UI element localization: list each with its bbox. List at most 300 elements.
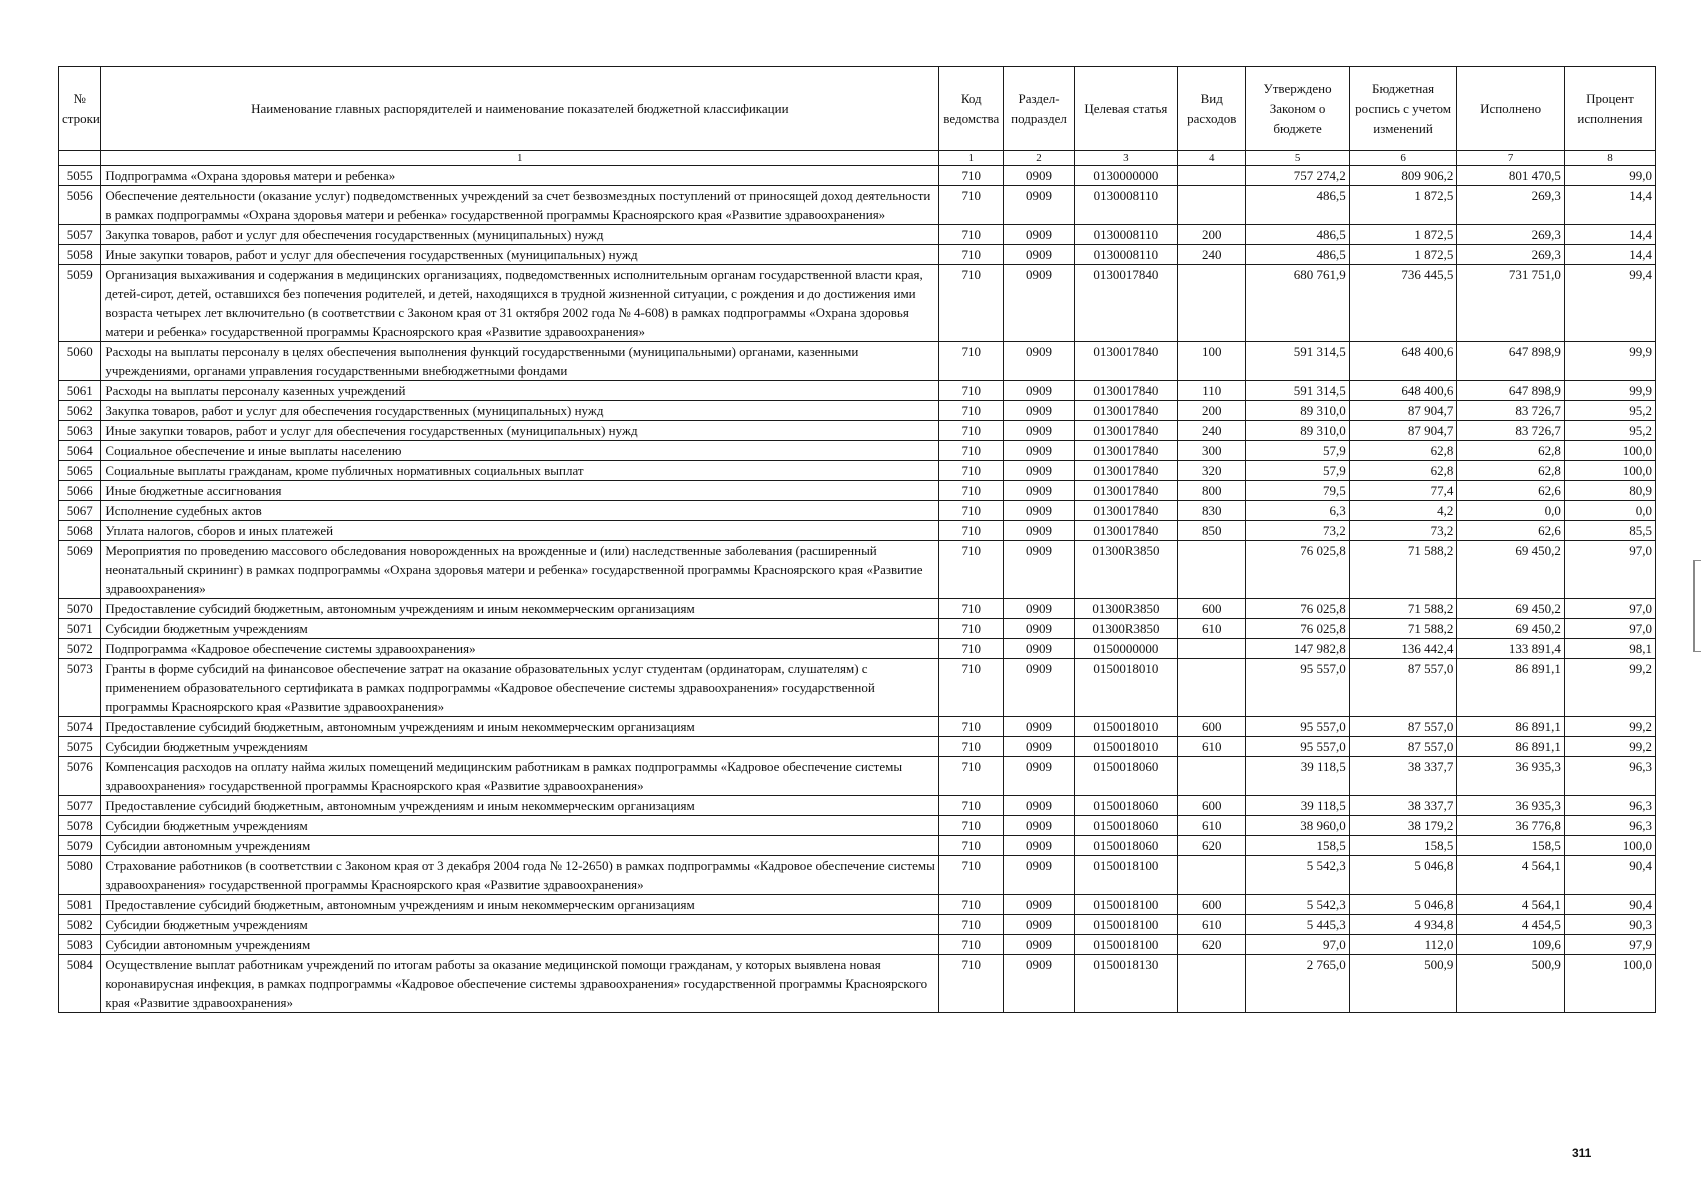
row-schedule: 5 046,8 — [1349, 895, 1457, 915]
row-approved: 486,5 — [1246, 186, 1349, 225]
row-approved: 591 314,5 — [1246, 342, 1349, 381]
row-dept-code: 710 — [939, 796, 1004, 816]
row-section: 0909 — [1004, 166, 1074, 186]
row-number: 5056 — [59, 186, 101, 225]
row-executed: 36 935,3 — [1457, 757, 1565, 796]
row-dept-code: 710 — [939, 639, 1004, 659]
row-approved: 73,2 — [1246, 521, 1349, 541]
row-schedule: 4 934,8 — [1349, 915, 1457, 935]
table-row — [59, 186, 1656, 225]
row-percent: 14,4 — [1564, 245, 1655, 265]
row-number: 5072 — [59, 639, 101, 659]
row-approved: 79,5 — [1246, 481, 1349, 501]
row-target: 0130017840 — [1074, 501, 1177, 521]
row-number: 5082 — [59, 915, 101, 935]
row-section: 0909 — [1004, 521, 1074, 541]
header-row-no: № строки — [59, 67, 101, 151]
row-target: 0150018130 — [1074, 955, 1177, 1013]
row-schedule: 648 400,6 — [1349, 342, 1457, 381]
row-approved: 57,9 — [1246, 461, 1349, 481]
row-name: Гранты в форме субсидий на финансовое обеспечение затрат на оказание образовательных услуг студентам (ординаторам, слушателям) с применением образовательного сертификата в рамках подпрограммы «Кадровое обеспечение системы здравоохранения» государственной программы Красноярского края «Развитие здравоохранения» — [101, 659, 939, 717]
row-target: 0150018100 — [1074, 895, 1177, 915]
row-percent: 99,4 — [1564, 265, 1655, 342]
row-number: 5084 — [59, 955, 101, 1013]
row-number: 5069 — [59, 541, 101, 599]
row-target: 0130000000 — [1074, 166, 1177, 186]
table-row — [59, 895, 1656, 915]
row-section: 0909 — [1004, 461, 1074, 481]
header-name: Наименование главных распорядителей и наименование показателей бюджетной классификации — [101, 67, 939, 151]
row-exp-type: 600 — [1178, 717, 1246, 737]
row-dept-code: 710 — [939, 441, 1004, 461]
header-exp-type: Вид расходов — [1178, 67, 1246, 151]
row-executed: 4 564,1 — [1457, 895, 1565, 915]
row-number: 5083 — [59, 935, 101, 955]
row-name: Субсидии бюджетным учреждениям — [101, 737, 939, 757]
table-header — [59, 67, 1656, 166]
row-exp-type: 600 — [1178, 895, 1246, 915]
row-percent: 14,4 — [1564, 225, 1655, 245]
row-executed: 36 935,3 — [1457, 796, 1565, 816]
row-exp-type: 800 — [1178, 481, 1246, 501]
row-percent: 90,4 — [1564, 856, 1655, 895]
row-target: 0150018100 — [1074, 935, 1177, 955]
row-exp-type — [1178, 639, 1246, 659]
row-exp-type: 240 — [1178, 245, 1246, 265]
row-number: 5060 — [59, 342, 101, 381]
row-target: 0130017840 — [1074, 421, 1177, 441]
row-schedule: 87 904,7 — [1349, 401, 1457, 421]
column-number: 2 — [1004, 151, 1074, 166]
column-number: 6 — [1349, 151, 1457, 166]
row-executed: 4 454,5 — [1457, 915, 1565, 935]
row-schedule: 500,9 — [1349, 955, 1457, 1013]
row-exp-type — [1178, 166, 1246, 186]
row-dept-code: 710 — [939, 836, 1004, 856]
row-number: 5062 — [59, 401, 101, 421]
row-number: 5081 — [59, 895, 101, 915]
row-executed: 158,5 — [1457, 836, 1565, 856]
row-exp-type: 610 — [1178, 737, 1246, 757]
row-dept-code: 710 — [939, 245, 1004, 265]
row-approved: 39 118,5 — [1246, 757, 1349, 796]
row-schedule: 38 179,2 — [1349, 816, 1457, 836]
row-name: Социальные выплаты гражданам, кроме публичных нормативных социальных выплат — [101, 461, 939, 481]
row-exp-type — [1178, 265, 1246, 342]
row-dept-code: 710 — [939, 541, 1004, 599]
page-number: 311 — [1572, 1146, 1592, 1160]
row-exp-type — [1178, 541, 1246, 599]
row-number: 5067 — [59, 501, 101, 521]
row-dept-code: 710 — [939, 225, 1004, 245]
table-row — [59, 265, 1656, 342]
row-executed: 69 450,2 — [1457, 541, 1565, 599]
row-name: Подпрограмма «Кадровое обеспечение системы здравоохранения» — [101, 639, 939, 659]
table-row — [59, 342, 1656, 381]
row-schedule: 736 445,5 — [1349, 265, 1457, 342]
row-section: 0909 — [1004, 895, 1074, 915]
row-number: 5068 — [59, 521, 101, 541]
row-percent: 100,0 — [1564, 461, 1655, 481]
row-dept-code: 710 — [939, 186, 1004, 225]
row-approved: 486,5 — [1246, 245, 1349, 265]
table-row — [59, 461, 1656, 481]
row-schedule: 158,5 — [1349, 836, 1457, 856]
row-approved: 95 557,0 — [1246, 737, 1349, 757]
row-schedule: 38 337,7 — [1349, 757, 1457, 796]
row-schedule: 62,8 — [1349, 461, 1457, 481]
scan-margin-mark — [1693, 560, 1701, 652]
row-number: 5058 — [59, 245, 101, 265]
row-approved: 6,3 — [1246, 501, 1349, 521]
row-executed: 109,6 — [1457, 935, 1565, 955]
row-dept-code: 710 — [939, 895, 1004, 915]
row-percent: 96,3 — [1564, 757, 1655, 796]
table-row — [59, 717, 1656, 737]
row-schedule: 87 557,0 — [1349, 717, 1457, 737]
row-schedule: 87 557,0 — [1349, 737, 1457, 757]
row-number: 5061 — [59, 381, 101, 401]
row-target: 0130017840 — [1074, 401, 1177, 421]
row-section: 0909 — [1004, 619, 1074, 639]
row-exp-type: 320 — [1178, 461, 1246, 481]
row-exp-type: 200 — [1178, 225, 1246, 245]
row-percent: 90,3 — [1564, 915, 1655, 935]
row-target: 0130008110 — [1074, 186, 1177, 225]
row-number: 5074 — [59, 717, 101, 737]
row-approved: 2 765,0 — [1246, 955, 1349, 1013]
row-target: 0150018100 — [1074, 856, 1177, 895]
row-approved: 5 542,3 — [1246, 895, 1349, 915]
table-body — [59, 166, 1656, 1013]
row-dept-code: 710 — [939, 265, 1004, 342]
row-target: 01300R3850 — [1074, 619, 1177, 639]
row-executed: 83 726,7 — [1457, 401, 1565, 421]
row-percent: 99,2 — [1564, 717, 1655, 737]
row-executed: 86 891,1 — [1457, 659, 1565, 717]
table-row — [59, 421, 1656, 441]
row-exp-type: 830 — [1178, 501, 1246, 521]
row-dept-code: 710 — [939, 461, 1004, 481]
row-dept-code: 710 — [939, 955, 1004, 1013]
row-name: Обеспечение деятельности (оказание услуг) подведомственных учреждений за счет безвозмездных поступлений от приносящей доход деятельности в рамках подпрограммы «Охрана здоровья матери и ребенка» государственной программы Красноярского края «Развитие здравоохранения» — [101, 186, 939, 225]
row-schedule: 87 904,7 — [1349, 421, 1457, 441]
row-executed: 62,6 — [1457, 521, 1565, 541]
row-section: 0909 — [1004, 639, 1074, 659]
row-executed: 62,8 — [1457, 461, 1565, 481]
row-exp-type: 610 — [1178, 915, 1246, 935]
row-exp-type — [1178, 186, 1246, 225]
row-dept-code: 710 — [939, 737, 1004, 757]
row-name: Субсидии автономным учреждениям — [101, 836, 939, 856]
row-percent: 99,2 — [1564, 659, 1655, 717]
row-target: 0150018060 — [1074, 836, 1177, 856]
row-schedule: 809 906,2 — [1349, 166, 1457, 186]
row-percent: 96,3 — [1564, 796, 1655, 816]
row-name: Субсидии бюджетным учреждениям — [101, 816, 939, 836]
row-percent: 99,2 — [1564, 737, 1655, 757]
row-name: Организация выхаживания и содержания в медицинских организациях, подведомственных исполнительным органам государственной власти края, детей-сирот, детей, оставшихся без попечения родителей, и детей, находящихся в трудной жизненной ситуации, с рождения и до достижения ими возраста четырех лет включительно (в соответствии с Законом края от 31 октября 2002 года № 4-608) в рамках подпрограммы «Охрана здоровья матери и ребенка» государственной программы Красноярского края «Развитие здравоохранения» — [101, 265, 939, 342]
row-number: 5078 — [59, 816, 101, 836]
row-executed: 269,3 — [1457, 245, 1565, 265]
row-section: 0909 — [1004, 265, 1074, 342]
budget-table — [58, 66, 1656, 1013]
column-number: 1 — [939, 151, 1004, 166]
row-exp-type: 610 — [1178, 816, 1246, 836]
row-percent: 85,5 — [1564, 521, 1655, 541]
row-schedule: 62,8 — [1349, 441, 1457, 461]
row-name: Подпрограмма «Охрана здоровья матери и ребенка» — [101, 166, 939, 186]
row-schedule: 1 872,5 — [1349, 225, 1457, 245]
row-dept-code: 710 — [939, 816, 1004, 836]
row-exp-type: 600 — [1178, 599, 1246, 619]
row-target: 01300R3850 — [1074, 541, 1177, 599]
row-approved: 39 118,5 — [1246, 796, 1349, 816]
row-target: 0130017840 — [1074, 342, 1177, 381]
row-name: Субсидии бюджетным учреждениям — [101, 619, 939, 639]
row-exp-type: 600 — [1178, 796, 1246, 816]
row-schedule: 1 872,5 — [1349, 186, 1457, 225]
row-dept-code: 710 — [939, 481, 1004, 501]
table-row — [59, 501, 1656, 521]
row-approved: 95 557,0 — [1246, 717, 1349, 737]
row-executed: 0,0 — [1457, 501, 1565, 521]
row-percent: 95,2 — [1564, 401, 1655, 421]
row-approved: 5 445,3 — [1246, 915, 1349, 935]
row-executed: 62,6 — [1457, 481, 1565, 501]
row-section: 0909 — [1004, 737, 1074, 757]
row-number: 5080 — [59, 856, 101, 895]
row-approved: 158,5 — [1246, 836, 1349, 856]
row-percent: 97,9 — [1564, 935, 1655, 955]
row-approved: 147 982,8 — [1246, 639, 1349, 659]
row-dept-code: 710 — [939, 757, 1004, 796]
row-approved: 5 542,3 — [1246, 856, 1349, 895]
table-row — [59, 166, 1656, 186]
table-row — [59, 481, 1656, 501]
row-dept-code: 710 — [939, 421, 1004, 441]
table-row — [59, 816, 1656, 836]
row-exp-type — [1178, 856, 1246, 895]
table-row — [59, 541, 1656, 599]
row-exp-type: 850 — [1178, 521, 1246, 541]
row-section: 0909 — [1004, 342, 1074, 381]
table-row — [59, 915, 1656, 935]
table-row — [59, 659, 1656, 717]
row-section: 0909 — [1004, 541, 1074, 599]
row-exp-type: 620 — [1178, 935, 1246, 955]
row-dept-code: 710 — [939, 717, 1004, 737]
row-dept-code: 710 — [939, 659, 1004, 717]
row-number: 5059 — [59, 265, 101, 342]
table-row — [59, 245, 1656, 265]
row-exp-type — [1178, 659, 1246, 717]
row-percent: 99,9 — [1564, 342, 1655, 381]
row-executed: 69 450,2 — [1457, 619, 1565, 639]
row-schedule: 38 337,7 — [1349, 796, 1457, 816]
column-number-row — [59, 151, 1656, 166]
column-number — [59, 151, 101, 166]
row-percent: 0,0 — [1564, 501, 1655, 521]
row-number: 5075 — [59, 737, 101, 757]
row-approved: 76 025,8 — [1246, 599, 1349, 619]
table-row — [59, 521, 1656, 541]
table-row — [59, 955, 1656, 1013]
row-target: 0150000000 — [1074, 639, 1177, 659]
row-executed: 62,8 — [1457, 441, 1565, 461]
header-dept-code: Код ведомства — [939, 67, 1004, 151]
row-schedule: 73,2 — [1349, 521, 1457, 541]
row-executed: 731 751,0 — [1457, 265, 1565, 342]
row-target: 0130008110 — [1074, 225, 1177, 245]
table-row — [59, 441, 1656, 461]
row-name: Расходы на выплаты персоналу казенных учреждений — [101, 381, 939, 401]
row-approved: 95 557,0 — [1246, 659, 1349, 717]
row-target: 0150018060 — [1074, 757, 1177, 796]
row-schedule: 136 442,4 — [1349, 639, 1457, 659]
row-name: Уплата налогов, сборов и иных платежей — [101, 521, 939, 541]
row-percent: 80,9 — [1564, 481, 1655, 501]
row-schedule: 5 046,8 — [1349, 856, 1457, 895]
row-exp-type: 100 — [1178, 342, 1246, 381]
table-row — [59, 757, 1656, 796]
row-dept-code: 710 — [939, 521, 1004, 541]
row-name: Страхование работников (в соответствии с Законом края от 3 декабря 2004 года № 12-2650) в рамках подпрограммы «Кадровое обеспечение системы здравоохранения» государственной программы Красноярского края «Развитие здравоохранения» — [101, 856, 939, 895]
row-section: 0909 — [1004, 717, 1074, 737]
row-name: Расходы на выплаты персоналу в целях обеспечения выполнения функций государственными (муниципальными) органами, казенными учреждениями, органами управления государственными внебюджетными фондами — [101, 342, 939, 381]
row-executed: 801 470,5 — [1457, 166, 1565, 186]
row-name: Иные закупки товаров, работ и услуг для обеспечения государственных (муниципальных) нужд — [101, 421, 939, 441]
header-executed: Исполнено — [1457, 67, 1565, 151]
row-target: 0150018060 — [1074, 816, 1177, 836]
row-percent: 14,4 — [1564, 186, 1655, 225]
row-dept-code: 710 — [939, 935, 1004, 955]
row-section: 0909 — [1004, 225, 1074, 245]
row-number: 5066 — [59, 481, 101, 501]
row-number: 5076 — [59, 757, 101, 796]
row-name: Мероприятия по проведению массового обследования новорожденных на врожденные и (или) наследственные заболевания (расширенный неонатальный скрининг) в рамках подпрограммы «Охрана здоровья матери и ребенка» государственной программы Красноярского края «Развитие здравоохранения» — [101, 541, 939, 599]
row-exp-type: 300 — [1178, 441, 1246, 461]
row-name: Иные бюджетные ассигнования — [101, 481, 939, 501]
row-section: 0909 — [1004, 441, 1074, 461]
row-approved: 591 314,5 — [1246, 381, 1349, 401]
row-dept-code: 710 — [939, 381, 1004, 401]
column-number: 3 — [1074, 151, 1177, 166]
row-number: 5071 — [59, 619, 101, 639]
row-schedule: 648 400,6 — [1349, 381, 1457, 401]
table-row — [59, 225, 1656, 245]
row-section: 0909 — [1004, 186, 1074, 225]
row-percent: 100,0 — [1564, 836, 1655, 856]
row-section: 0909 — [1004, 599, 1074, 619]
header-target: Целевая статья — [1074, 67, 1177, 151]
header-percent: Процент исполнения — [1564, 67, 1655, 151]
header-approved: Утверждено Законом о бюджете — [1246, 67, 1349, 151]
row-approved: 89 310,0 — [1246, 401, 1349, 421]
row-target: 0150018010 — [1074, 659, 1177, 717]
table-row — [59, 856, 1656, 895]
row-dept-code: 710 — [939, 401, 1004, 421]
row-target: 0130017840 — [1074, 441, 1177, 461]
table-row — [59, 381, 1656, 401]
column-number: 4 — [1178, 151, 1246, 166]
table-row — [59, 836, 1656, 856]
row-schedule: 71 588,2 — [1349, 619, 1457, 639]
row-target: 0130017840 — [1074, 481, 1177, 501]
row-name: Иные закупки товаров, работ и услуг для обеспечения государственных (муниципальных) нужд — [101, 245, 939, 265]
row-section: 0909 — [1004, 955, 1074, 1013]
row-percent: 97,0 — [1564, 619, 1655, 639]
row-percent: 97,0 — [1564, 541, 1655, 599]
row-number: 5070 — [59, 599, 101, 619]
row-name: Предоставление субсидий бюджетным, автономным учреждениям и иным некоммерческим организациям — [101, 796, 939, 816]
table-row — [59, 401, 1656, 421]
row-target: 0130008110 — [1074, 245, 1177, 265]
row-percent: 97,0 — [1564, 599, 1655, 619]
column-number: 7 — [1457, 151, 1565, 166]
row-executed: 36 776,8 — [1457, 816, 1565, 836]
row-number: 5063 — [59, 421, 101, 441]
row-approved: 76 025,8 — [1246, 619, 1349, 639]
row-target: 0130017840 — [1074, 381, 1177, 401]
column-number: 8 — [1564, 151, 1655, 166]
row-executed: 86 891,1 — [1457, 737, 1565, 757]
table-row — [59, 639, 1656, 659]
row-dept-code: 710 — [939, 915, 1004, 935]
row-section: 0909 — [1004, 381, 1074, 401]
header-schedule: Бюджетная роспись с учетом изменений — [1349, 67, 1457, 151]
header-section: Раздел-подраздел — [1004, 67, 1074, 151]
row-number: 5079 — [59, 836, 101, 856]
row-approved: 38 960,0 — [1246, 816, 1349, 836]
row-name: Предоставление субсидий бюджетным, автономным учреждениям и иным некоммерческим организациям — [101, 599, 939, 619]
row-percent: 95,2 — [1564, 421, 1655, 441]
row-name: Предоставление субсидий бюджетным, автономным учреждениям и иным некоммерческим организациям — [101, 717, 939, 737]
row-executed: 69 450,2 — [1457, 599, 1565, 619]
row-exp-type — [1178, 955, 1246, 1013]
row-executed: 86 891,1 — [1457, 717, 1565, 737]
row-dept-code: 710 — [939, 342, 1004, 381]
row-dept-code: 710 — [939, 166, 1004, 186]
row-section: 0909 — [1004, 659, 1074, 717]
table-row — [59, 796, 1656, 816]
row-percent: 100,0 — [1564, 441, 1655, 461]
row-name: Субсидии автономным учреждениям — [101, 935, 939, 955]
row-number: 5057 — [59, 225, 101, 245]
row-executed: 269,3 — [1457, 186, 1565, 225]
row-name: Компенсация расходов на оплату найма жилых помещений медицинским работникам в рамках подпрограммы «Кадровое обеспечение системы здравоохранения» государственной программы Красноярского края «Развитие здравоохранения» — [101, 757, 939, 796]
row-section: 0909 — [1004, 421, 1074, 441]
row-dept-code: 710 — [939, 619, 1004, 639]
row-schedule: 77,4 — [1349, 481, 1457, 501]
row-schedule: 87 557,0 — [1349, 659, 1457, 717]
row-executed: 647 898,9 — [1457, 342, 1565, 381]
row-exp-type: 240 — [1178, 421, 1246, 441]
row-percent: 99,0 — [1564, 166, 1655, 186]
row-section: 0909 — [1004, 856, 1074, 895]
row-schedule: 71 588,2 — [1349, 541, 1457, 599]
row-name: Закупка товаров, работ и услуг для обеспечения государственных (муниципальных) нужд — [101, 401, 939, 421]
row-approved: 97,0 — [1246, 935, 1349, 955]
table-row — [59, 599, 1656, 619]
row-executed: 269,3 — [1457, 225, 1565, 245]
row-section: 0909 — [1004, 501, 1074, 521]
row-target: 0130017840 — [1074, 265, 1177, 342]
row-percent: 98,1 — [1564, 639, 1655, 659]
row-section: 0909 — [1004, 401, 1074, 421]
row-name: Предоставление субсидий бюджетным, автономным учреждениям и иным некоммерческим организациям — [101, 895, 939, 915]
row-approved: 757 274,2 — [1246, 166, 1349, 186]
